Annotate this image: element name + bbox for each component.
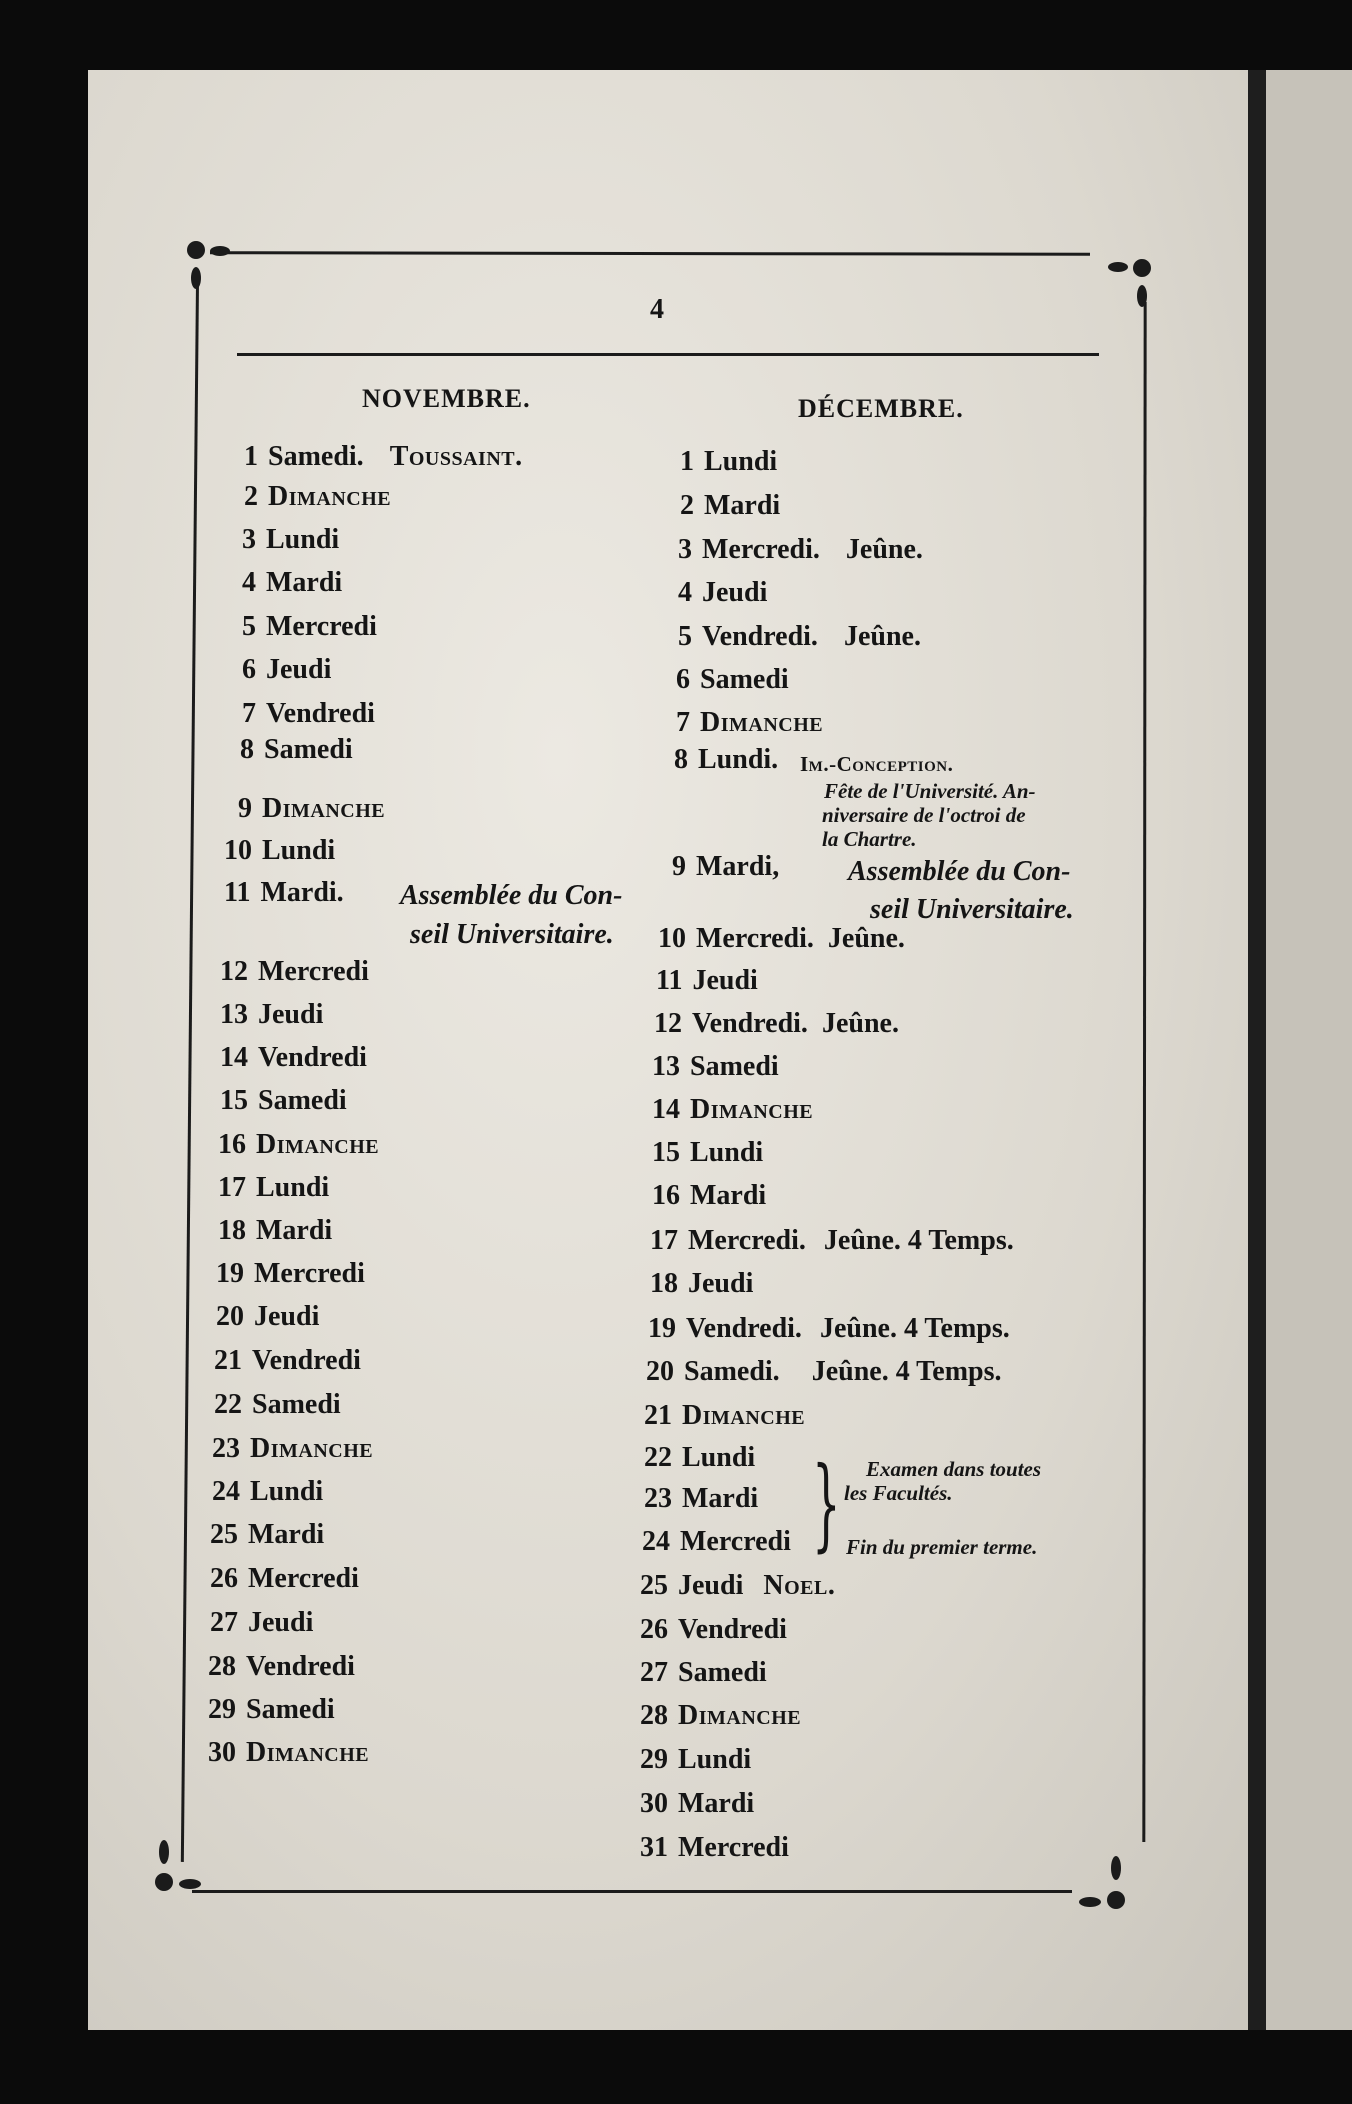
month-title-decembre: DÉCEMBRE. [798, 394, 964, 423]
december-day-row: 22 Lundi [644, 1442, 756, 1473]
header-rule [237, 353, 1099, 356]
conception-note: Im.-Conception. [800, 752, 954, 776]
novembre-assembly-note-line2: seil Universitaire. [410, 919, 614, 950]
december-day-row: 4 Jeudi [678, 577, 768, 608]
november-day-row: 9 Dimanche [238, 793, 386, 824]
december-day-row: 21 Dimanche [644, 1400, 806, 1431]
december-day-row: 13 Samedi [652, 1051, 779, 1082]
november-day-row: 14 Vendredi [220, 1042, 367, 1073]
november-day-row: 7 Vendredi [242, 698, 375, 729]
end-term-note: Fin du premier terme. [846, 1535, 1038, 1559]
corner-ornament-icon [1060, 1850, 1140, 1920]
november-day-row: 6 Jeudi [242, 654, 332, 685]
november-day-row: 8 Samedi [240, 734, 353, 765]
december-day-row: 25 Jeudi Noel. [640, 1570, 836, 1601]
december-day-row: 9 Mardi, [672, 851, 780, 882]
november-day-row: 5 Mercredi [242, 611, 377, 642]
november-day-row: 11 Mardi. [224, 877, 344, 908]
november-day-row: 10 Lundi [224, 835, 336, 866]
december-day-row: 23 Mardi [644, 1483, 759, 1514]
december-day-row: 20 Samedi. Jeûne. 4 Temps. [646, 1356, 1002, 1387]
november-day-row: 21 Vendredi [214, 1345, 361, 1376]
november-day-row: 12 Mercredi [220, 956, 369, 987]
decembre-assembly-note-line1: Assemblée du Con- [848, 856, 1071, 887]
november-day-row: 13 Jeudi [220, 999, 324, 1030]
fete-note-line3: la Chartre. [822, 827, 917, 851]
november-day-row: 1 Samedi. Toussaint. [244, 441, 523, 472]
november-day-row: 28 Vendredi [208, 1651, 355, 1682]
november-day-row: 18 Mardi [218, 1215, 333, 1246]
december-day-row: 6 Samedi [676, 664, 789, 695]
fete-note-line1: Fête de l'Université. An- [824, 779, 1036, 803]
december-day-row: 11 Jeudi [656, 965, 758, 996]
december-day-row: 30 Mardi [640, 1788, 755, 1819]
page-number: 4 [650, 294, 664, 325]
corner-ornament-icon [1092, 250, 1162, 320]
december-day-row: 24 Mercredi [642, 1526, 791, 1557]
november-day-row: 2 Dimanche [244, 481, 392, 512]
december-day-row: 29 Lundi [640, 1744, 752, 1775]
december-day-row: 17 Mercredi. Jeûne. 4 Temps. [650, 1225, 1014, 1256]
december-day-row: 27 Samedi [640, 1657, 767, 1688]
november-day-row: 24 Lundi [212, 1476, 324, 1507]
november-day-row: 16 Dimanche [218, 1129, 380, 1160]
november-day-row: 3 Lundi [242, 524, 340, 555]
brace-icon: } [812, 1445, 841, 1562]
novembre-assembly-note-line1: Assemblée du Con- [400, 880, 623, 911]
december-day-row: 14 Dimanche [652, 1094, 814, 1125]
november-day-row: 20 Jeudi [216, 1301, 320, 1332]
november-day-row: 25 Mardi [210, 1519, 325, 1550]
exam-note-line1: Examen dans toutes [866, 1457, 1042, 1481]
corner-ornament-icon [180, 236, 250, 306]
decembre-assembly-note-line2: seil Universitaire. [870, 894, 1074, 925]
december-day-row: 16 Mardi [652, 1180, 767, 1211]
december-day-row: 3 Mercredi. Jeûne. [678, 534, 923, 565]
november-day-row: 19 Mercredi [216, 1258, 365, 1289]
november-day-row: 4 Mardi [242, 567, 343, 598]
december-day-row: 19 Vendredi. Jeûne. 4 Temps. [648, 1313, 1010, 1344]
month-title-novembre: NOVEMBRE. [362, 384, 531, 413]
december-day-row: 26 Vendredi [640, 1614, 787, 1645]
december-day-row: 5 Vendredi. Jeûne. [678, 621, 921, 652]
december-day-row: 10 Mercredi. Jeûne. [658, 923, 905, 954]
november-day-row: 15 Samedi [220, 1085, 347, 1116]
december-day-row: 1 Lundi [680, 446, 778, 477]
book-spine [1248, 70, 1266, 2030]
december-day-row: 7 Dimanche [676, 707, 824, 738]
november-day-row: 23 Dimanche [212, 1433, 374, 1464]
november-day-row: 30 Dimanche [208, 1737, 370, 1768]
november-day-row: 22 Samedi [214, 1389, 341, 1420]
december-day-row: 12 Vendredi. Jeûne. [654, 1008, 899, 1039]
december-day-row: 2 Mardi [680, 490, 781, 521]
december-day-row: 15 Lundi [652, 1137, 764, 1168]
november-day-row: 29 Samedi [208, 1694, 335, 1725]
november-day-row: 26 Mercredi [210, 1563, 359, 1594]
november-day-row: 17 Lundi [218, 1172, 330, 1203]
facing-page-edge [1266, 70, 1352, 2030]
november-day-row: 27 Jeudi [210, 1607, 314, 1638]
frame-bottom-rule [192, 1890, 1072, 1893]
fete-note-line2: niversaire de l'octroi de [822, 803, 1026, 827]
december-day-row: 31 Mercredi [640, 1832, 789, 1863]
corner-ornament-icon [148, 1832, 228, 1902]
december-day-row: 28 Dimanche [640, 1700, 802, 1731]
december-day-row: 8 Lundi. [674, 744, 779, 775]
exam-note-line2: les Facultés. [844, 1481, 953, 1505]
december-day-row: 18 Jeudi [650, 1268, 754, 1299]
